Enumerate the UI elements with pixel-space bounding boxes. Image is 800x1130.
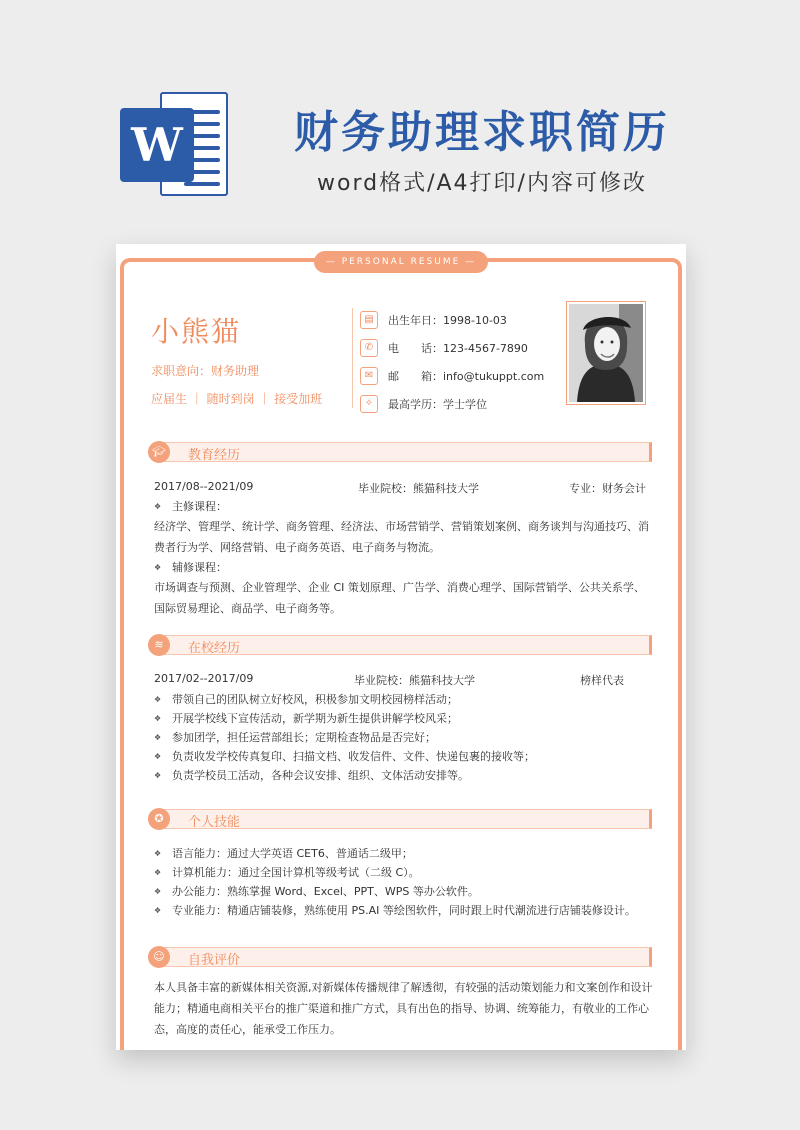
list-item: ❖ 开展学校线下宣传活动，新学期为新生提供讲解学校风采； (154, 709, 654, 728)
section-title: 在校经历 (188, 641, 241, 656)
campus-list (154, 690, 654, 785)
layers-icon: ≋ (148, 634, 170, 656)
education-date: 2017/08--2021/09 (154, 480, 254, 493)
section-self-header (146, 947, 652, 969)
info-text: 出生年日：1998-10-03 (388, 314, 507, 327)
info-row-email (360, 362, 560, 390)
award-icon: ✪ (148, 808, 170, 830)
list-item: ❖ 负责收发学校传真复印、扫描文档、收发信件、文件、快递包裹的接收等； (154, 747, 654, 766)
section-skills-header (146, 809, 652, 831)
diamond-bullet-icon: ❖ (154, 868, 162, 877)
list-item: ❖ 语言能力：通过大学英语 CET6、普通话二级甲； (154, 844, 654, 863)
word-document-icon (120, 88, 232, 200)
education-courses (154, 497, 654, 619)
word-badge: W (120, 108, 194, 182)
diamond-bullet-icon: ❖ (154, 771, 162, 780)
diamond-bullet-icon: ❖ (154, 563, 162, 572)
diamond-bullet-icon: ❖ (154, 502, 162, 511)
minor-courses-text: 市场调查与预测、企业管理学、企业 CI 策划原理、广告学、消费心理学、国际营销学、公共关系学、国际贸易理论、商品学、电子商务等。 (154, 581, 645, 615)
info-row-birth (360, 306, 560, 334)
diamond-bullet-icon: ❖ (154, 906, 162, 915)
calendar-icon: ▤ (360, 311, 378, 329)
diamond-bullet-icon: ❖ (154, 695, 162, 704)
info-text: 最高学历：学士学位 (388, 398, 487, 411)
section-title: 个人技能 (188, 815, 241, 830)
profile-photo (566, 301, 646, 405)
main-courses-label: 主修课程： (172, 500, 227, 513)
self-evaluation-text: 本人具备丰富的新媒体相关资源,对新媒体传播规律了解透彻，有较强的活动策划能力和文案创作和设计能力；精通电商相关平台的推广渠道和推广方式，具有出色的指导、协调、统筹能力，有敬业的工作心态，高度的责任心，能承受工作压力。 (154, 981, 653, 1036)
info-row-degree (360, 390, 560, 418)
main-courses-text: 经济学、管理学、统计学、商务管理、经济法、市场营销学、营销策划案例、商务谈判与沟通技巧、消费者行为学、网络营销、电子商务英语、电子商务与物流。 (154, 520, 649, 554)
list-item: ❖ 带领自己的团队树立好校风，积极参加文明校园榜样活动； (154, 690, 654, 709)
diamond-bullet-icon: ❖ (154, 752, 162, 761)
minor-courses-label: 辅修课程： (172, 561, 227, 574)
list-item: ❖ 参加团学，担任运营部组长；定期检查物品是否完好； (154, 728, 654, 747)
section-title: 自我评价 (188, 953, 241, 968)
graduation-cap-icon: 🎓︎ (148, 441, 170, 463)
diploma-icon: ✧ (360, 395, 378, 413)
campus-date: 2017/02--2017/09 (154, 672, 254, 685)
list-item: ❖ 办公能力：熟练掌握 Word、Excel、PPT、WPS 等办公软件。 (154, 882, 654, 901)
list-item: ❖ 计算机能力：通过全国计算机等级考试（二级 C）。 (154, 863, 654, 882)
phone-icon: ✆ (360, 339, 378, 357)
campus-role: 榜样代表 (580, 674, 624, 687)
divider (352, 308, 353, 408)
info-text: 电 话：123-4567-7890 (388, 342, 528, 355)
campus-school: 毕业院校：熊猫科技大学 (354, 674, 475, 687)
diamond-bullet-icon: ❖ (154, 887, 162, 896)
banner-title: 财务助理求职简历 (294, 107, 670, 158)
portrait-image (569, 304, 643, 402)
resume-page (116, 244, 686, 1050)
section-education-header (146, 442, 652, 464)
info-text: 邮 箱：info@tukuppt.com (388, 370, 545, 383)
banner-subtitle: word格式/A4打印/内容可修改 (317, 171, 647, 196)
info-row-phone (360, 334, 560, 362)
diamond-bullet-icon: ❖ (154, 733, 162, 742)
diamond-bullet-icon: ❖ (154, 849, 162, 858)
contact-info (360, 306, 560, 418)
job-intent: 求职意向：财务助理 (151, 364, 260, 378)
candidate-name: 小熊猫 (151, 315, 242, 348)
personal-resume-tag: — PERSONAL RESUME — (314, 251, 488, 273)
education-school: 毕业院校：熊猫科技大学 (358, 482, 479, 495)
section-campus-header (146, 635, 652, 657)
candidate-traits: 应届生 ｜ 随时到岗 ｜ 接受加班 (151, 392, 323, 406)
user-icon: ☺ (148, 946, 170, 968)
mail-icon: ✉ (360, 367, 378, 385)
list-item: ❖ 负责学校员工活动，各种会议安排、组织、文体活动安排等。 (154, 766, 654, 785)
list-item: ❖ 专业能力：精通店铺装修，熟练使用 PS.AI 等绘图软件，同时跟上时代潮流进行店铺装修设计。 (154, 901, 654, 920)
section-title: 教育经历 (188, 448, 241, 463)
education-major: 专业：财务会计 (569, 482, 646, 495)
diamond-bullet-icon: ❖ (154, 714, 162, 723)
skills-list (154, 844, 654, 920)
